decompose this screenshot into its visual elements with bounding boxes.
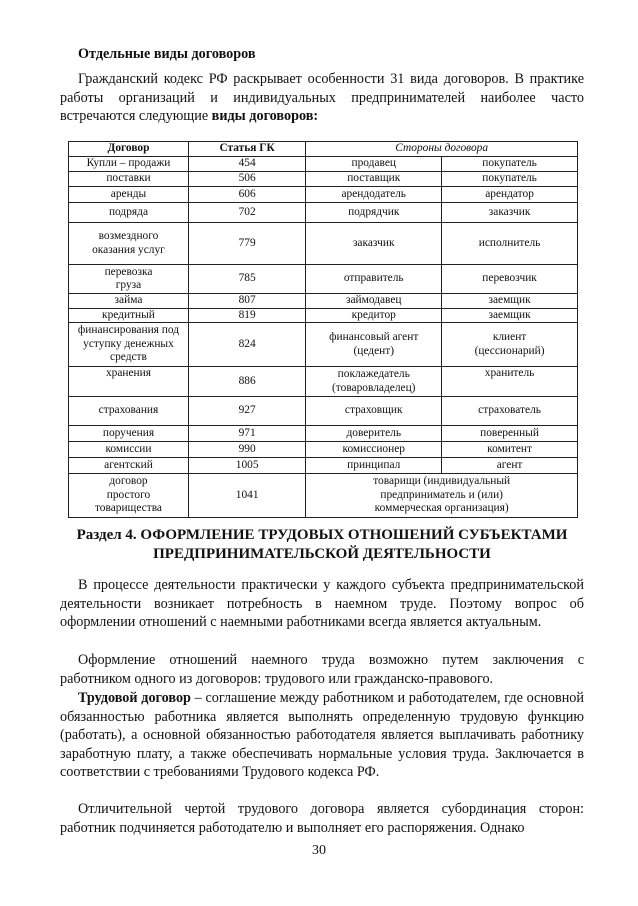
cell-article: 886 [188, 367, 305, 397]
paragraph-1: В процессе деятельности практически у каждого субъекта предпринимательской деятельности возникает потребность в наемном труде. Поэтому вопрос об оформлении отношений с наемными работниками всегда является актуальным. [60, 577, 584, 631]
cell-article: 819 [188, 308, 305, 323]
table-row [69, 426, 578, 442]
cell-contract: аренды [69, 187, 189, 203]
heading: Отдельные виды договоров [78, 46, 256, 62]
cell-contract: займа [69, 294, 189, 309]
header-parties: Стороны договора [306, 142, 578, 157]
cell-article: 779 [188, 223, 305, 265]
section-title-line2: ПРЕДПРИНИМАТЕЛЬСКОЙ ДЕЯТЕЛЬНОСТИ [153, 546, 491, 562]
table-row [69, 308, 578, 323]
cell-article: 971 [188, 426, 305, 442]
header-contract: Договор [69, 142, 189, 157]
page-number: 30 [312, 843, 326, 858]
section-title [60, 526, 584, 564]
paragraph-3-text: – соглашение между работником и работодателем, где основной обязанностью работника является выполнять определенную трудовую функцию (работать), а основной обязанностью работодателя является выплачивать работнику заработную плату, а также обеспечивать нормальные условия труда. Заключается в соответствии с требованиями Трудового кодекса РФ. [60, 690, 584, 781]
table-row [69, 442, 578, 458]
cell-party2: хранитель [442, 367, 578, 397]
cell-party1: продавец [306, 157, 442, 172]
paragraph-4: Отличительной чертой трудового договора является субординация сторон: работник подчиняется работодателю и выполняет его распоряжения. Однако [60, 801, 584, 836]
cell-party2: страхователь [442, 397, 578, 426]
cell-party2: покупатель [442, 157, 578, 172]
cell-article: 506 [188, 172, 305, 187]
cell-party2: клиент (цессионарий) [442, 323, 578, 367]
cell-party1: поклажедатель (товаровладелец) [306, 367, 442, 397]
header-article: Статья ГК [188, 142, 305, 157]
cell-party1: подрядчик [306, 203, 442, 223]
intro-text: Гражданский кодекс РФ раскрывает особенности 31 вида договоров. В практике работы организаций и индивидуальных предпринимателей наиболее часто встречаются следующие [60, 71, 584, 125]
cell-contract: поставки [69, 172, 189, 187]
cell-article: 454 [188, 157, 305, 172]
cell-contract: договор простого товарищества [69, 474, 189, 518]
table-row [69, 223, 578, 265]
table-row [69, 458, 578, 474]
cell-article: 990 [188, 442, 305, 458]
cell-contract: агентский [69, 458, 189, 474]
cell-contract: комиссии [69, 442, 189, 458]
contracts-table [68, 141, 578, 518]
cell-article: 927 [188, 397, 305, 426]
cell-party2: поверенный [442, 426, 578, 442]
cell-party1: арендодатель [306, 187, 442, 203]
cell-party1: поставщик [306, 172, 442, 187]
cell-contract: поручения [69, 426, 189, 442]
table-row [69, 187, 578, 203]
table-row [69, 294, 578, 309]
cell-contract: Купли – продажи [69, 157, 189, 172]
cell-party2: заемщик [442, 308, 578, 323]
cell-contract: перевозка груза [69, 265, 189, 294]
cell-article: 785 [188, 265, 305, 294]
cell-party2: перевозчик [442, 265, 578, 294]
cell-party2: агент [442, 458, 578, 474]
cell-party1: заказчик [306, 223, 442, 265]
table-row [69, 172, 578, 187]
cell-party2: комитент [442, 442, 578, 458]
cell-party1: займодавец [306, 294, 442, 309]
table-row [69, 323, 578, 367]
cell-party2: арендатор [442, 187, 578, 203]
cell-party1: кредитор [306, 308, 442, 323]
cell-contract: страхования [69, 397, 189, 426]
intro-bold: виды договоров: [211, 108, 319, 125]
cell-party1: комиссионер [306, 442, 442, 458]
cell-contract: хранения [69, 367, 189, 397]
cell-party1: доверитель [306, 426, 442, 442]
cell-contract: кредитный [69, 308, 189, 323]
cell-party2: заемщик [442, 294, 578, 309]
table-row [69, 474, 578, 518]
table-row [69, 203, 578, 223]
table-row [69, 397, 578, 426]
cell-contract: возмездного оказания услуг [69, 223, 189, 265]
cell-contract: финансирования под уступку денежных средств [69, 323, 189, 367]
section-title-line1: Раздел 4. ОФОРМЛЕНИЕ ТРУДОВЫХ ОТНОШЕНИЙ СУБЪЕКТАМИ [76, 527, 568, 543]
cell-party2: исполнитель [442, 223, 578, 265]
paragraph-2: Оформление отношений наемного труда возможно путем заключения с работником одного из договоров: трудового или гражданско-правового. [60, 652, 584, 687]
cell-article: 606 [188, 187, 305, 203]
cell-party1: отправитель [306, 265, 442, 294]
table-header-row [69, 142, 578, 157]
cell-party1: принципал [306, 458, 442, 474]
cell-article: 1005 [188, 458, 305, 474]
intro-paragraph [60, 70, 584, 126]
cell-article: 824 [188, 323, 305, 367]
cell-party1: финансовый агент (цедент) [306, 323, 442, 367]
cell-article: 807 [188, 294, 305, 309]
cell-article: 1041 [188, 474, 305, 518]
cell-party1: страховщик [306, 397, 442, 426]
table-row [69, 367, 578, 397]
paragraph-3 [60, 689, 584, 782]
cell-article: 702 [188, 203, 305, 223]
cell-parties-merged: товарищи (индивидуальный предприниматель и (или) коммерческая организация) [306, 474, 578, 518]
term-labor-contract: Трудовой договор [78, 690, 191, 706]
cell-party2: покупатель [442, 172, 578, 187]
table-row [69, 157, 578, 172]
table-row [69, 265, 578, 294]
cell-contract: подряда [69, 203, 189, 223]
cell-party2: заказчик [442, 203, 578, 223]
